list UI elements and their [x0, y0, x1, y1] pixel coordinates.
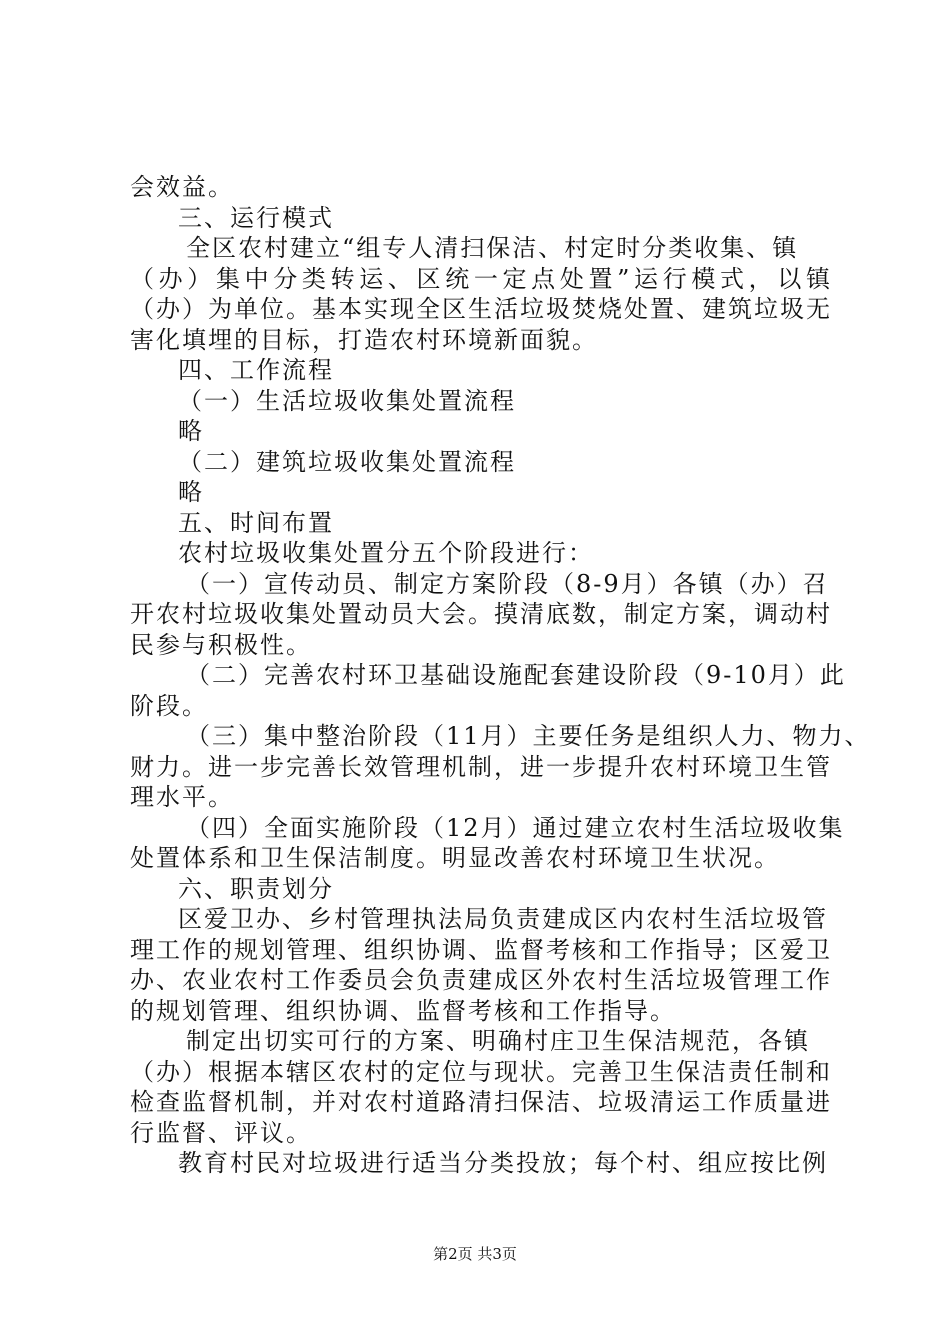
text-line: 行监督、评议。: [130, 1118, 312, 1147]
text-line: 全区农村建立“组专人清扫保洁、村定时分类收集、镇: [186, 234, 799, 262]
text-line: 财力。进一步完善长效管理机制，进一步提升农村环境卫生管: [130, 752, 830, 781]
section-heading: 六、职责划分: [178, 874, 334, 903]
section-heading: 四、工作流程: [178, 356, 334, 384]
text-line: （三）集中整治阶段（11月）主要任务是组织人力、物力、: [186, 722, 871, 750]
document-body: [130, 172, 871, 1179]
text-line: 阶段。: [130, 691, 208, 720]
text-line: 检查监督机制，并对农村道路清扫保洁、垃圾清运工作质量进: [130, 1088, 830, 1116]
text-line: 的规划管理、组织协调、监督考核和工作指导。: [130, 996, 676, 1025]
section-heading: 五、时间布置: [178, 508, 334, 537]
text-line: 开农村垃圾收集处置动员大会。摸清底数，制定方案，调动村: [130, 600, 830, 628]
text-line: 略: [178, 478, 204, 506]
text-line: 处置体系和卫生保洁制度。明显改善农村环境卫生状况。: [130, 844, 780, 872]
subsection-heading: （二）建筑垃圾收集处置流程: [178, 447, 516, 476]
text-line: （办）集中分类转运、区统一定点处置”运行模式，以镇: [130, 264, 830, 293]
text-line: 民参与积极性。: [130, 630, 312, 659]
text-line: 理水平。: [130, 783, 234, 811]
text-line: 害化填埋的目标，打造农村环境新面貌。: [130, 325, 598, 354]
text-line: 办、农业农村工作委员会负责建成区外农村生活垃圾管理工作: [130, 966, 830, 994]
text-line: 会效益。: [130, 173, 234, 201]
text-line: （办）根据本辖区农村的定位与现状。完善卫生保洁责任制和: [130, 1057, 830, 1086]
text-line: 农村垃圾收集处置分五个阶段进行：: [178, 539, 594, 567]
section-heading: 三、运行模式: [178, 203, 334, 232]
text-line: 理工作的规划管理、组织协调、监督考核和工作指导；区爱卫: [130, 935, 830, 964]
text-line: （二）完善农村环卫基础设施配套建设阶段（9-10月）此: [186, 661, 846, 689]
text-line: （四）全面实施阶段（12月）通过建立农村生活垃圾收集: [186, 813, 845, 842]
text-line: 区爱卫办、乡村管理执法局负责建成区内农村生活垃圾管: [178, 905, 828, 933]
text-line: 制定出切实可行的方案、明确村庄卫生保洁规范，各镇: [186, 1027, 810, 1055]
text-line: （一）宣传动员、制定方案阶段（8-9月）各镇（办）召: [186, 569, 829, 598]
page-number-footer: 第2页 共3页: [433, 1245, 517, 1263]
text-line: 略: [178, 417, 204, 445]
subsection-heading: （一）生活垃圾收集处置流程: [178, 386, 516, 415]
text-line: （办）为单位。基本实现全区生活垃圾焚烧处置、建筑垃圾无: [130, 295, 830, 323]
text-line: 教育村民对垃圾进行适当分类投放；每个村、组应按比例: [178, 1149, 828, 1177]
